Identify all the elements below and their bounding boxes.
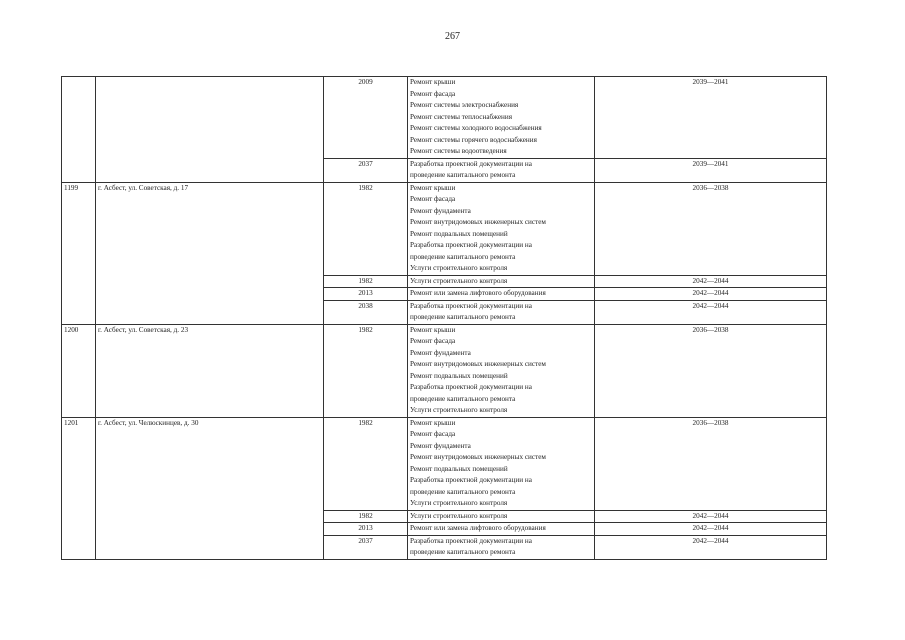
repair-work-item: Разработка проектной документации на: [410, 159, 532, 168]
page-number: 267: [445, 31, 460, 42]
repair-work-item: Разработка проектной документации на: [410, 383, 532, 391]
repair-work-item: Услуги строительного контроля: [410, 406, 508, 414]
repair-work-item: Ремонт фундамента: [410, 206, 471, 215]
repair-work-item: проведение капитального ремонта: [410, 313, 516, 321]
repair-work-item: Ремонт подвальных помещений: [410, 371, 508, 380]
table-row: [62, 417, 827, 510]
repair-work-item: Разработка проектной документации на: [410, 536, 532, 545]
repair-work-item: Ремонт фундамента: [410, 441, 471, 450]
repair-work-item: Ремонт системы водоотведения: [410, 147, 507, 155]
repair-period: 2042—2044: [595, 300, 827, 324]
repair-work-item: Разработка проектной документации на: [410, 476, 532, 484]
repair-work-item: Ремонт системы теплоснабжения: [410, 112, 513, 121]
table-body: [62, 77, 827, 560]
table-row: [62, 182, 827, 275]
repair-work-item: Ремонт подвальных помещений: [410, 229, 508, 238]
repair-work-item: Ремонт крыши: [410, 418, 456, 427]
repair-work-item: проведение капитального ремонта: [410, 171, 516, 179]
repair-base-year: 2038: [324, 300, 408, 324]
repair-work-item: Услуги строительного контроля: [410, 276, 508, 285]
repair-work-item: Ремонт фасада: [410, 89, 456, 98]
repair-work-item: проведение капитального ремонта: [410, 548, 516, 556]
repair-work-item: Ремонт фундамента: [410, 348, 471, 357]
repair-base-year: 1982: [324, 182, 408, 275]
repair-base-year: 1982: [324, 417, 408, 510]
repair-work-item: Ремонт фасада: [410, 195, 456, 203]
repair-works-list: [408, 158, 595, 182]
repair-work-item: Ремонт крыши: [410, 325, 456, 334]
repair-base-year: 2013: [324, 523, 408, 536]
repair-work-item: Ремонт внутридомовых инженерных систем: [410, 360, 546, 368]
repair-work-item: проведение капитального ремонта: [410, 394, 516, 403]
repair-period: 2042—2044: [595, 535, 827, 559]
repair-work-item: Ремонт крыши: [410, 183, 456, 192]
repair-period: 2039—2041: [595, 158, 827, 182]
repair-work-item: Ремонт фасада: [410, 430, 456, 438]
repair-works-list: [408, 535, 595, 559]
repair-work-item: Ремонт системы электроснабжения: [410, 101, 519, 109]
repair-base-year: 2009: [324, 77, 408, 159]
repair-base-year: 1982: [324, 275, 408, 288]
repair-base-year: 2037: [324, 158, 408, 182]
repair-work-item: Разработка проектной документации на: [410, 241, 532, 249]
repair-period: 2036—2038: [595, 182, 827, 275]
repair-work-item: Ремонт системы холодного водоснабжения: [410, 124, 542, 132]
repair-work-item: Ремонт крыши: [410, 78, 456, 86]
repair-period: 2039—2041: [595, 77, 827, 159]
repair-work-item: Услуги строительного контроля: [410, 264, 508, 272]
repair-work-item: Ремонт или замена лифтового оборудования: [410, 524, 546, 532]
repair-work-item: Ремонт фасада: [410, 337, 456, 345]
repair-work-item: Ремонт подвальных помещений: [410, 464, 508, 473]
building-number: 1199: [62, 182, 96, 324]
repair-work-item: Разработка проектной документации на: [410, 301, 532, 310]
repair-works-list: [408, 77, 595, 159]
repair-works-list: [408, 182, 595, 275]
repair-base-year: 1982: [324, 510, 408, 523]
capital-repair-table: [61, 76, 827, 560]
table-row: [62, 77, 827, 159]
repair-work-item: Ремонт внутридомовых инженерных систем: [410, 453, 546, 461]
repair-period: 2036—2038: [595, 417, 827, 510]
repair-base-year: 1982: [324, 324, 408, 417]
repair-work-item: проведение капитального ремонта: [410, 487, 516, 496]
repair-period: 2036—2038: [595, 324, 827, 417]
repair-work-item: проведение капитального ремонта: [410, 252, 516, 261]
repair-work-item: Услуги строительного контроля: [410, 511, 508, 520]
repair-period: 2042—2044: [595, 523, 827, 536]
building-number: 1201: [62, 417, 96, 559]
building-address: г. Асбест, ул. Челюскинцев, д. 30: [96, 417, 324, 559]
repair-base-year: 2013: [324, 288, 408, 301]
repair-works-list: [408, 510, 595, 523]
repair-work-item: Ремонт или замена лифтового оборудования: [410, 289, 546, 297]
building-address: [96, 77, 324, 183]
repair-period: 2042—2044: [595, 510, 827, 523]
repair-period: 2042—2044: [595, 275, 827, 288]
repair-works-list: [408, 300, 595, 324]
building-number: [62, 77, 96, 183]
repair-work-item: Ремонт внутридомовых инженерных систем: [410, 218, 546, 226]
building-number: 1200: [62, 324, 96, 417]
repair-base-year: 2037: [324, 535, 408, 559]
repair-works-list: [408, 324, 595, 417]
repair-works-list: [408, 417, 595, 510]
repair-period: 2042—2044: [595, 288, 827, 301]
repair-works-list: [408, 275, 595, 288]
table-row: [62, 324, 827, 417]
building-address: г. Асбест, ул. Советская, д. 17: [96, 182, 324, 324]
repair-works-list: [408, 288, 595, 301]
repair-work-item: Услуги строительного контроля: [410, 499, 508, 507]
repair-works-list: [408, 523, 595, 536]
building-address: г. Асбест, ул. Советская, д. 23: [96, 324, 324, 417]
repair-work-item: Ремонт системы горячего водоснабжения: [410, 135, 537, 144]
